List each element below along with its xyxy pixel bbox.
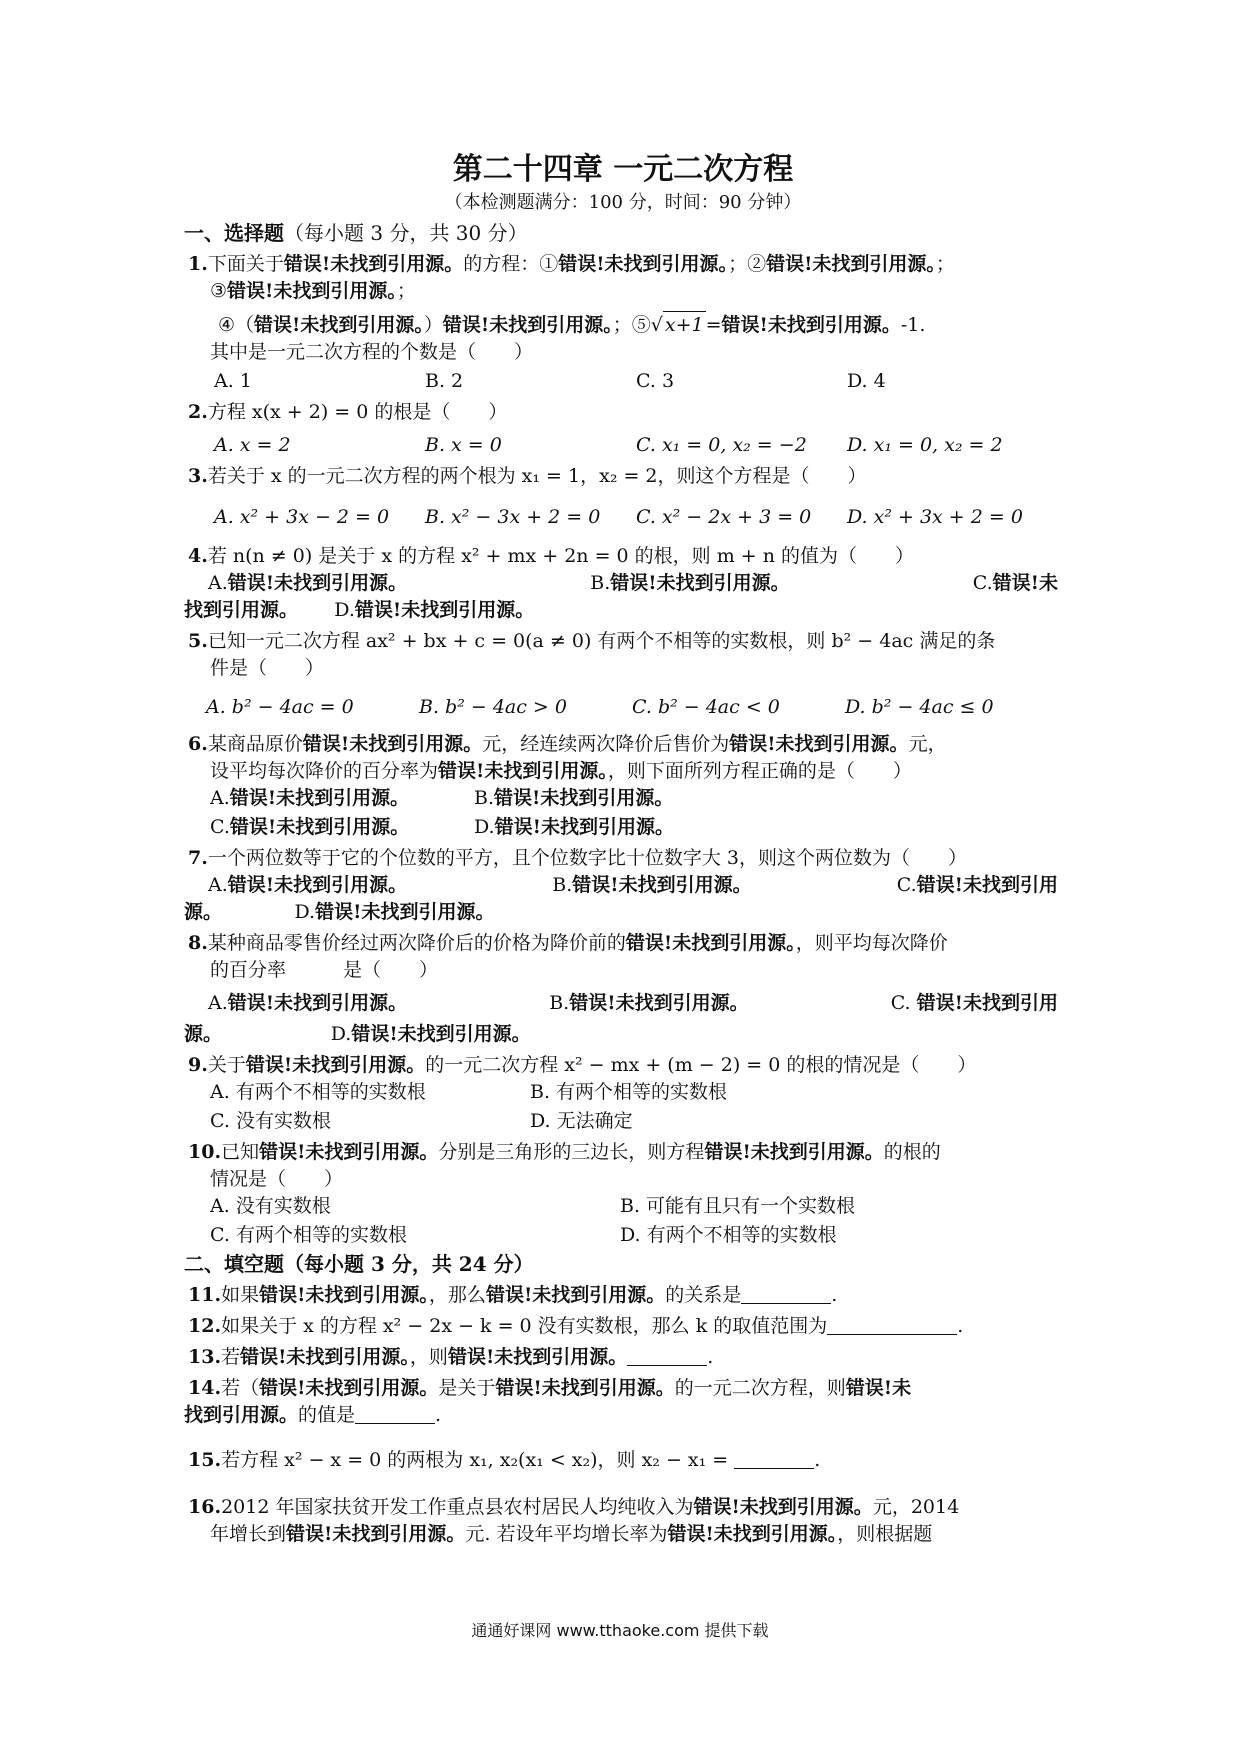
q6-options (188, 785, 1058, 841)
option-d: D. b² − 4ac ≤ 0 (845, 696, 994, 718)
question-12: 12.如果关于 x 的方程 x² − 2x − k = 0 没有实数根，那么 k 的取值范围为 . (188, 1315, 964, 1337)
option-a: A.错误!未找到引用源。 (208, 572, 408, 594)
option-c: C.错误!未 (972, 572, 1058, 594)
q3-options (188, 504, 1058, 531)
q1-line4: 其中是一元二次方程的个数是（ ） (210, 341, 534, 363)
q2-options (188, 432, 1058, 459)
option-b: B.错误!未找到引用源。 (590, 572, 790, 594)
option-c: C. x² − 2x + 3 = 0 (636, 506, 812, 528)
question-3: 3.若关于 x 的一元二次方程的两个根为 x₁ = 1，x₂ = 2，则这个方程是（ ） A. x² + 3x − 2 = 0 B. x² − 3x + 2 = 0 C. x² − 2x + 3 = 0 D. x² + 3x + 2 = 0 (188, 463, 1058, 531)
option-b: B. b² − 4ac > 0 (419, 696, 567, 718)
option-a: A. x² + 3x − 2 = 0 (214, 506, 390, 528)
option-b: B. x² − 3x + 2 = 0 (425, 506, 601, 528)
option-d: D. 有两个不相等的实数根 (620, 1224, 837, 1246)
q8-options-row1 (188, 990, 1058, 1017)
option-a: A.错误!未找到引用源。 (208, 874, 408, 896)
q10-options (188, 1193, 1058, 1249)
option-b: B.错误!未找到引用源。 (474, 787, 674, 809)
question-6: 6.某商品原价错误!未找到引用源。元，经连续两次降价后售价为错误!未找到引用源。元， 设平均每次降价的百分率为错误!未找到引用源。，则下面所列方程正确的是（ ） A.错误!未找到引用源。 B.错误!未找到引用源。 C.错误!未找到引用源。 D.错误!未找到引用源。 (188, 731, 1058, 841)
answer-blank[interactable] (355, 1405, 435, 1424)
question-7: 7.一个两位数等于它的个位数的平方，且个位数字比十位数字大 3，则这个两位数为（ ） A.错误!未找到引用源。 B.错误!未找到引用源。 C.错误!未找到引用 源。 D.错误!未找到引用源。 (188, 845, 1058, 926)
option-a: A.错误!未找到引用源。 (210, 787, 410, 809)
page-title: 第二十四章 一元二次方程 (452, 152, 794, 187)
option-a: A. b² − 4ac = 0 (206, 696, 354, 718)
question-11: 11.如果错误!未找到引用源。，那么错误!未找到引用源。的关系是 . (188, 1284, 838, 1306)
q1-line3: ④（错误!未找到引用源。）错误!未找到引用源。；⑤√ x+1 =错误!未找到引用源。-1. (188, 311, 1058, 339)
q4-text: 若 n(n ≠ 0) 是关于 x 的方程 x² + mx + 2n = 0 的根，则 m + n 的值为（ ） (207, 545, 914, 567)
question-1 (188, 251, 1058, 395)
q3-text: 若关于 x 的一元二次方程的两个根为 x₁ = 1，x₂ = 2，则这个方程是（ ） (207, 465, 867, 487)
q4-options-row2: 找到引用源。 D.错误!未找到引用源。 (184, 599, 535, 621)
option-c: C. 错误!未找到引用 (890, 992, 1058, 1014)
q4-options-row1 (188, 570, 1058, 597)
q2-text: 方程 x(x + 2) = 0 的根是（ ） (207, 401, 508, 423)
question-2: 2.方程 x(x + 2) = 0 的根是（ ） A. x = 2 B. x = 0 C. x₁ = 0, x₂ = −2 D. x₁ = 0, x₂ = 2 (188, 399, 1058, 459)
option-a: A. 1 (214, 370, 252, 392)
option-c: C. 没有实数根 (210, 1110, 331, 1132)
option-c: C. b² − 4ac < 0 (632, 696, 780, 718)
option-d: D. x² + 3x + 2 = 0 (847, 506, 1023, 528)
option-c: C. x₁ = 0, x₂ = −2 (636, 434, 807, 456)
section-choice-heading (184, 220, 1058, 247)
q5-options (188, 694, 1058, 721)
q1-line2: ③错误!未找到引用源。； (210, 280, 416, 302)
question-5: 5.已知一元二次方程 ax² + bx + c = 0(a ≠ 0) 有两个不相等的实数根，则 b² − 4ac 满足的条 件是（ ） A. b² − 4ac = 0 B. b² − 4ac > 0 C. b² − 4ac < 0 D. b² − 4ac ≤ 0 (188, 628, 1058, 721)
answer-blank[interactable] (627, 1347, 707, 1366)
option-b: B.错误!未找到引用源。 (549, 992, 749, 1014)
exam-page (184, 150, 1058, 1548)
question-8: 8.某种商品零售价经过两次降价后的价格为降价前的错误!未找到引用源。，则平均每次降价 的百分率 是（ ） A.错误!未找到引用源。 B.错误!未找到引用源。 C. 错误!未找到引用 源。 D.错误!未找到引用源。 (188, 930, 1058, 1048)
option-c: C. 3 (636, 370, 675, 392)
option-b: B.错误!未找到引用源。 (552, 874, 752, 896)
option-d: D. x₁ = 0, x₂ = 2 (847, 434, 1003, 456)
question-15: 15.若方程 x² − x = 0 的两根为 x₁, x₂(x₁ < x₂)，则 x₂ − x₁ = . (188, 1449, 821, 1471)
sqrt-expression: x+1 (663, 311, 706, 339)
q1-options (188, 368, 1058, 395)
answer-blank[interactable] (734, 1450, 814, 1469)
option-b: B. x = 0 (425, 434, 502, 456)
option-b: B. 2 (425, 370, 464, 392)
q1-line1: 1.下面关于错误!未找到引用源。的方程：①错误!未找到引用源。；②错误!未找到引用源。； (188, 253, 955, 275)
section-choice-note: （每小题 3 分，共 30 分） (284, 221, 528, 245)
option-d: D.错误!未找到引用源。 (334, 599, 535, 621)
section-choice-title: 一、选择题 (184, 221, 284, 245)
option-a: A. 有两个不相等的实数根 (210, 1081, 426, 1103)
option-d: D.错误!未找到引用源。 (330, 1023, 531, 1045)
q7-options-row1 (188, 872, 1058, 899)
option-d: D. 无法确定 (530, 1110, 633, 1132)
question-13: 13.若错误!未找到引用源。，则错误!未找到引用源。 . (188, 1346, 714, 1368)
option-d: D. 4 (847, 370, 886, 392)
option-c: C.错误!未找到引用源。 (210, 816, 410, 838)
option-c: C.错误!未找到引用 (896, 874, 1058, 896)
q8-options-row2: 源。 D.错误!未找到引用源。 (184, 1023, 531, 1045)
page-footer: 通通好课网 www.tthaoke.com 提供下载 (471, 1621, 769, 1640)
option-a: A. 没有实数根 (210, 1195, 331, 1217)
option-b: B. 有两个相等的实数根 (530, 1081, 728, 1103)
question-14: 14.若（错误!未找到引用源。是关于错误!未找到引用源。的一元二次方程，则错误!未 找到引用源。的值是 . (184, 1377, 912, 1426)
q5-text-2: 件是（ ） (210, 657, 325, 679)
answer-blank[interactable] (741, 1285, 831, 1304)
answer-blank[interactable] (827, 1316, 957, 1335)
question-16: 16.2012 年国家扶贫开发工作重点县农村居民人均纯收入为错误!未找到引用源。元，2014 年增长到错误!未找到引用源。元. 若设年平均增长率为错误!未找到引用源。，则根据题 (188, 1496, 960, 1545)
q7-options-row2: 源。 D.错误!未找到引用源。 (184, 901, 495, 923)
question-10: 10.已知错误!未找到引用源。分别是三角形的三边长，则方程错误!未找到引用源。的根的 情况是（ ） A. 没有实数根 B. 可能有且只有一个实数根 C. 有两个相等的实数根 D. 有两个不相等的实数根 (188, 1139, 1058, 1249)
question-9: 9.关于错误!未找到引用源。的一元二次方程 x² − mx + (m − 2) = 0 的根的情况是（ ） A. 有两个不相等的实数根 B. 有两个相等的实数根 C. 没有实数根 D. 无法确定 (188, 1052, 1058, 1135)
q9-options (188, 1079, 1058, 1135)
option-a: A. x = 2 (214, 434, 291, 456)
page-subtitle: （本检测题满分：100 分，时间：90 分钟） (444, 192, 802, 213)
option-d: D.错误!未找到引用源。 (474, 816, 674, 838)
question-4: 4.若 n(n ≠ 0) 是关于 x 的方程 x² + mx + 2n = 0 的根，则 m + n 的值为（ ） A.错误!未找到引用源。 B.错误!未找到引用源。 C.错误!未 找到引用源。 D.错误!未找到引用源。 (188, 543, 1058, 624)
q5-text-1: 已知一元二次方程 ax² + bx + c = 0(a ≠ 0) 有两个不相等的实数根，则 b² − 4ac 满足的条 (207, 630, 996, 652)
section-fill-heading: 二、填空题（每小题 3 分，共 24 分） (184, 1252, 534, 1276)
option-b: B. 可能有且只有一个实数根 (620, 1195, 856, 1217)
option-c: C. 有两个相等的实数根 (210, 1224, 407, 1246)
option-a: A.错误!未找到引用源。 (208, 992, 408, 1014)
option-d: D.错误!未找到引用源。 (294, 901, 495, 923)
q7-text: 一个两位数等于它的个位数的平方，且个位数字比十位数字大 3，则这个两位数为（ ） (207, 847, 967, 869)
